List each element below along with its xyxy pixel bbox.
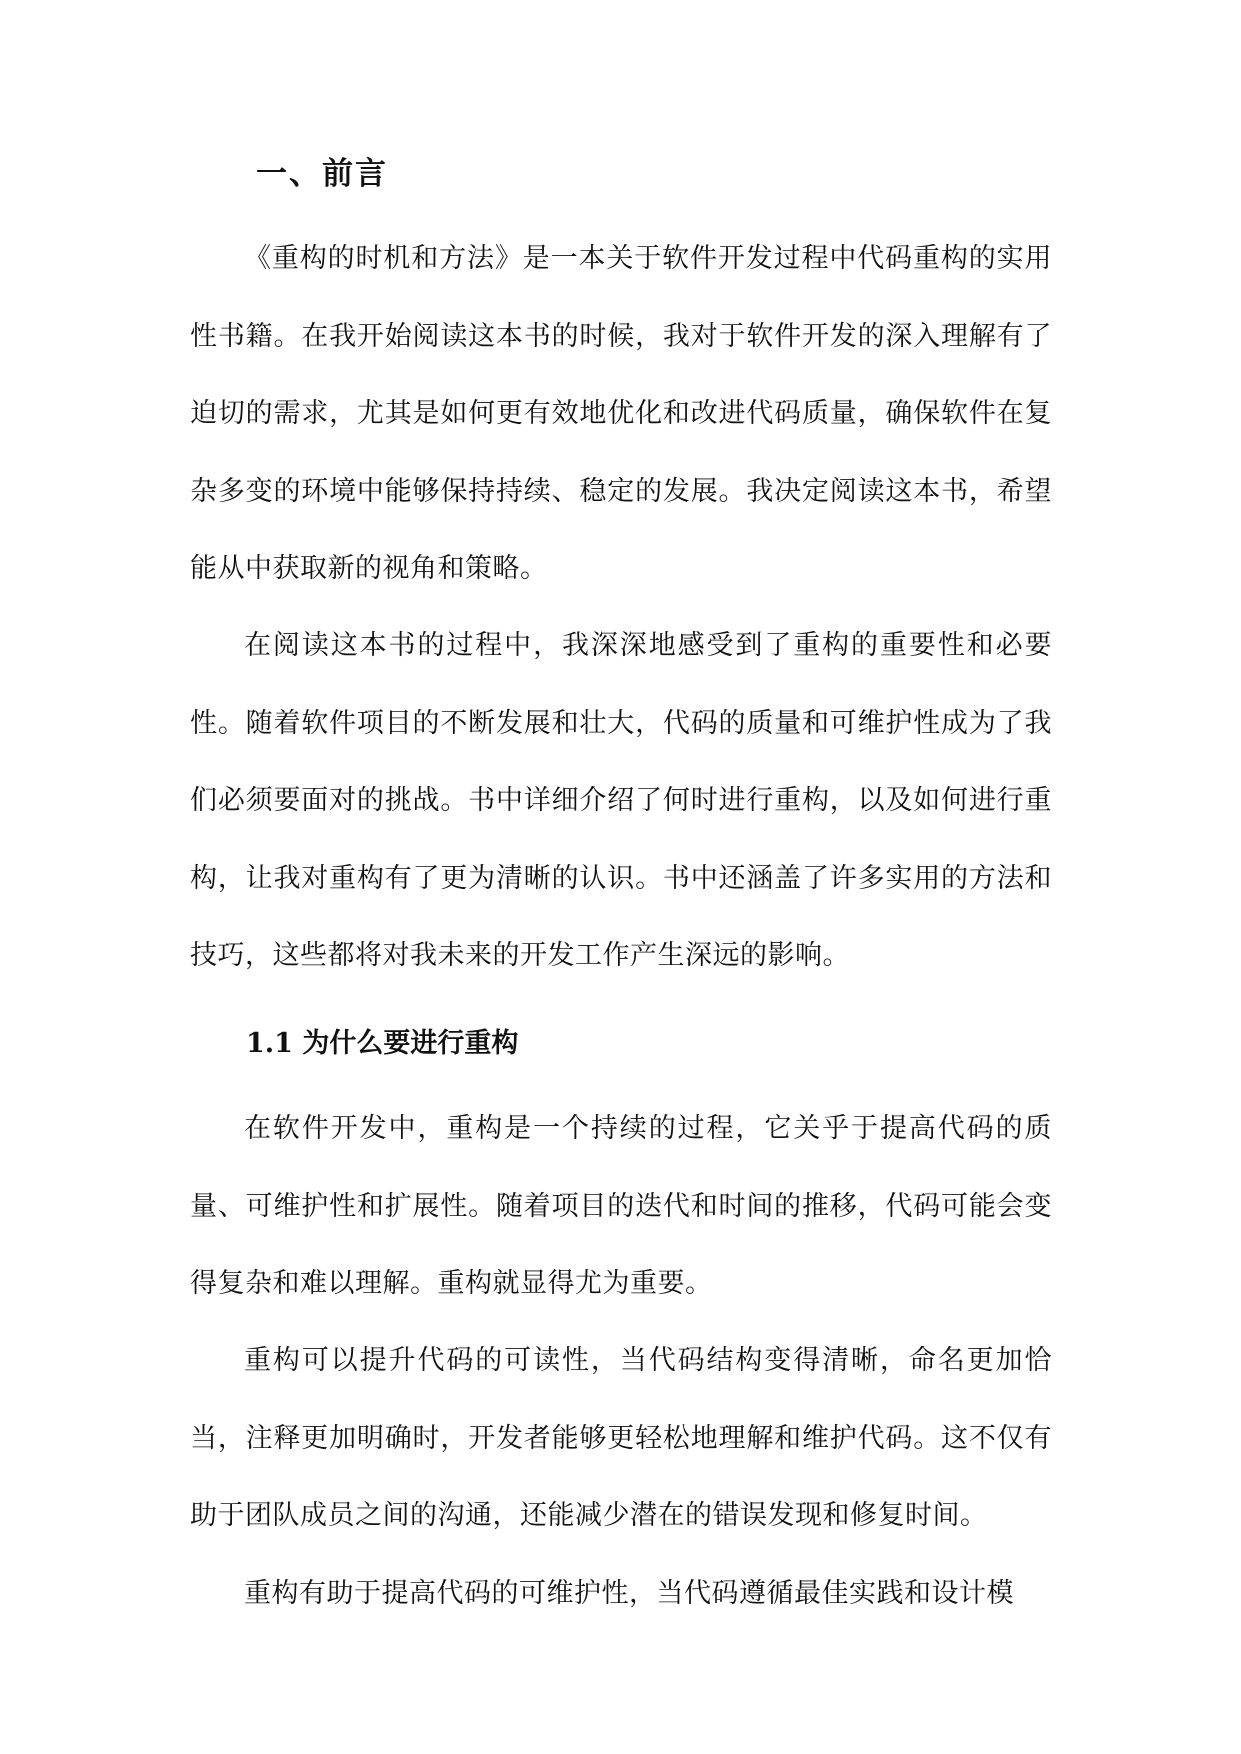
intro-paragraph-1: 《重构的时机和方法》是一本关于软件开发过程中代码重构的实用性书籍。在我开始阅读这本书的时候，我对于软件开发的深入理解有了迫切的需求，尤其是如何更有效地优化和改进代码质量，确保软件在复杂多变的环境中能够保持持续、稳定的发展。我决定阅读这本书，希望能从中获取新的视角和策略。 bbox=[190, 243, 1052, 584]
intro-paragraph-2: 在阅读这本书的过程中，我深深地感受到了重构的重要性和必要性。随着软件项目的不断发展和壮大，代码的质量和可维护性成为了我们必须要面对的挑战。书中详细介绍了何时进行重构，以及如何进行重构，让我对重构有了更为清晰的认识。书中还涵盖了许多实用的方法和技巧，这些都将对我未来的开发工作产生深远的影响。 bbox=[190, 630, 1052, 971]
section-paragraph-1: 在软件开发中，重构是一个持续的过程，它关乎于提高代码的质量、可维护性和扩展性。随着项目的迭代和时间的推移，代码可能会变得复杂和难以理解。重构就显得尤为重要。 bbox=[190, 1113, 1052, 1299]
section-heading: 1.1 为什么要进行重构 bbox=[246, 1028, 519, 1059]
chapter-heading: 一、前言 bbox=[256, 156, 388, 192]
section-paragraph-2: 重构可以提升代码的可读性，当代码结构变得清晰，命名更加恰当，注释更加明确时，开发者能够更轻松地理解和维护代码。这不仅有助于团队成员之间的沟通，还能减少潜在的错误发现和修复时间。 bbox=[190, 1345, 1052, 1531]
section-paragraph-3: 重构有助于提高代码的可维护性，当代码遵循最佳实践和设计模 bbox=[244, 1578, 1014, 1609]
